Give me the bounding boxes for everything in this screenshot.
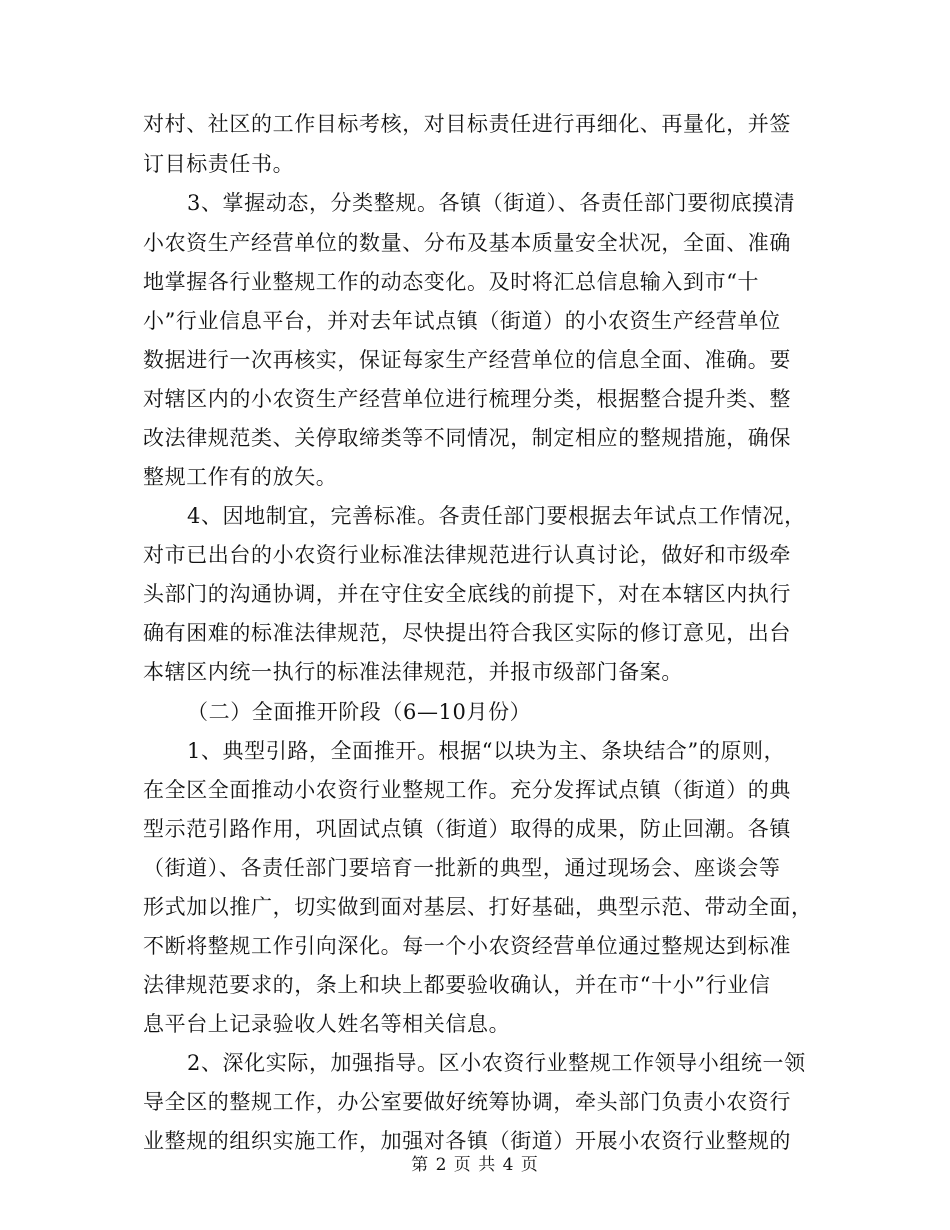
paragraph-line: 对市已出台的小农资行业标准法律规范进行认真讨论，做好和市级牵 [143,543,791,567]
paragraph-line: 导全区的整规工作，办公室要做好统筹协调，牵头部门负责小农资行 [143,1090,791,1114]
section-heading: （二）全面推开阶段（6—10月份） [187,700,532,724]
paragraph-line: 1、典型引路，全面推开。根据“以块为主、条块结合”的原则， [187,739,786,763]
page-number-footer: 第 2 页 共 4 页 [411,1155,539,1175]
paragraph-line: 小农资生产经营单位的数量、分布及基本质量安全状况，全面、准确 [143,231,791,255]
paragraph-line: 数据进行一次再核实，保证每家生产经营单位的信息全面、准确。要 [143,348,791,372]
paragraph-line: 息平台上记录验收人姓名等相关信息。 [143,1012,511,1036]
paragraph-line: （街道）、各责任部门要培育一批新的典型，通过现场会、座谈会等 [143,856,781,880]
paragraph-line: 4、因地制宜，完善标准。各责任部门要根据去年试点工作情况， [187,504,806,528]
paragraph-line: 在全区全面推动小农资行业整规工作。充分发挥试点镇（街道）的典 [143,778,791,802]
paragraph-line: 不断将整规工作引向深化。每一个小农资经营单位通过整规达到标准 [143,934,791,958]
paragraph-line: 型示范引路作用，巩固试点镇（街道）取得的成果，防止回潮。各镇 [143,817,791,841]
paragraph-line: 法律规范要求的，条上和块上都要验收确认，并在市“十小”行业信 [143,973,771,997]
paragraph-line: 本辖区内统一执行的标准法律规范，并报市级部门备案。 [143,660,683,684]
paragraph-line: 订目标责任书。 [143,152,295,176]
paragraph-line: 业整规的组织实施工作，加强对各镇（街道）开展小农资行业整规的 [143,1129,791,1153]
paragraph-line: 形式加以推广，切实做到面对基层、打好基础，典型示范、带动全面， [143,895,813,919]
paragraph-line: 小”行业信息平台，并对去年试点镇（街道）的小农资生产经营单位 [143,309,781,333]
paragraph-line: 对村、社区的工作目标考核，对目标责任进行再细化、再量化，并签 [143,112,791,136]
paragraph-line: 头部门的沟通协调，并在守住安全底线的前提下，对在本辖区内执行 [143,582,791,606]
paragraph-line: 地掌握各行业整规工作的动态变化。及时将汇总信息输入到市“十 [143,270,760,294]
paragraph-line: 确有困难的标准法律规范，尽快提出符合我区实际的修订意见，出台 [143,621,791,645]
paragraph-line: 3、掌握动态，分类整规。各镇（街道）、各责任部门要彻底摸清 [187,191,796,215]
paragraph-line: 对辖区内的小农资生产经营单位进行梳理分类，根据整合提升类、整 [143,387,791,411]
paragraph-line: 整规工作有的放矢。 [143,465,338,489]
paragraph-line: 改法律规范类、关停取缔类等不同情况，制定相应的整规措施，确保 [143,426,791,450]
paragraph-line: 2、深化实际，加强指导。区小农资行业整规工作领导小组统一领 [187,1051,806,1075]
